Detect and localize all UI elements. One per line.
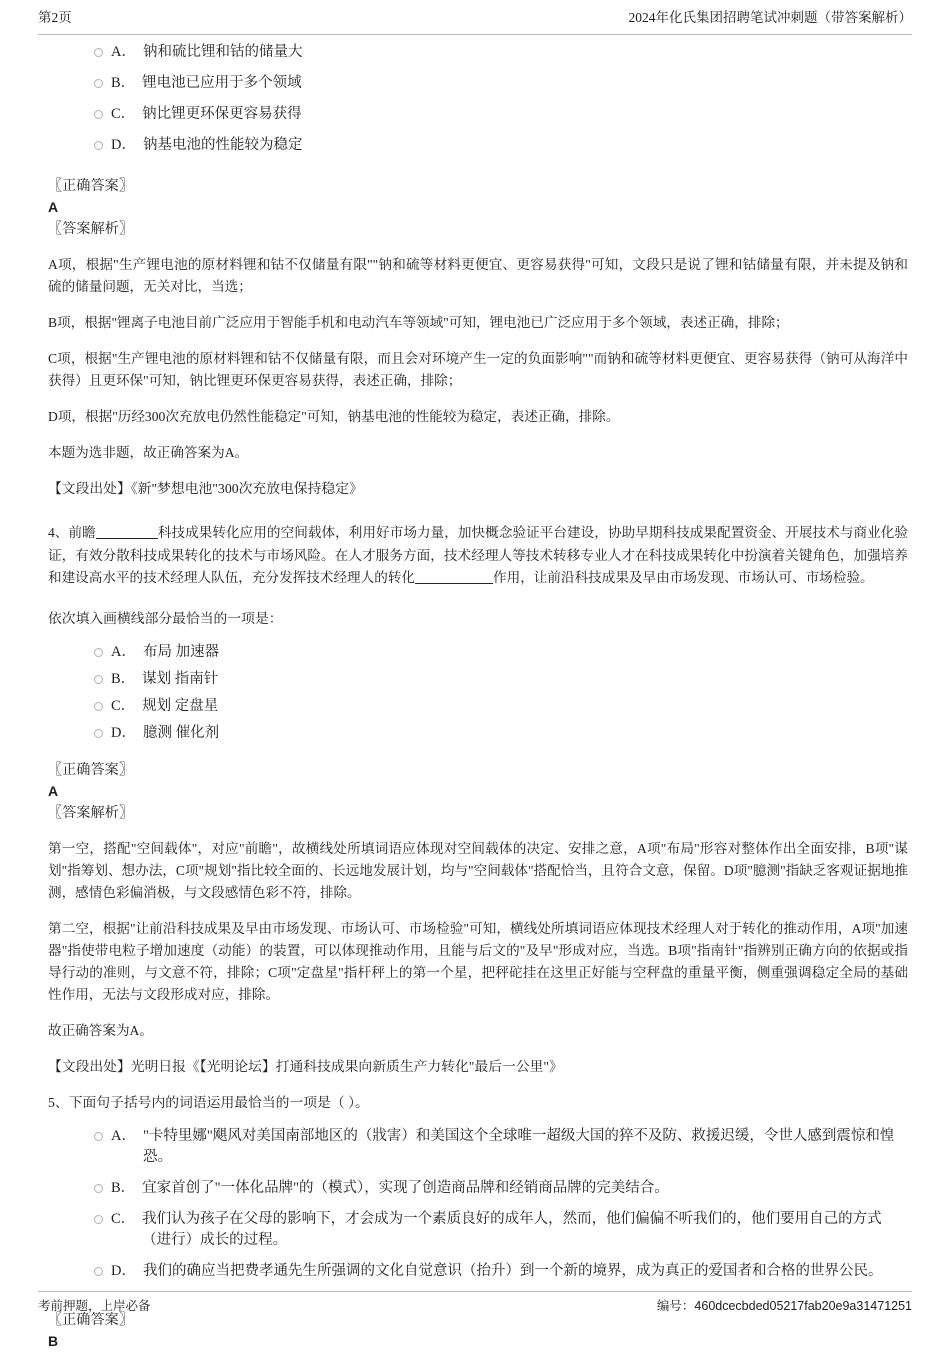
- q3-analysis-para-1: A项，根据"生产锂电池的原材料锂和钴不仅储量有限""钠和硫等材料更便宜、更容易获得"可知，文段只是说了锂和钴储量有限，并未提及钠和硫的储量问题，无关对比，当选；: [48, 257, 908, 294]
- q5-option-d[interactable]: [48, 1261, 908, 1282]
- option-text: 钠基电池的性能较为稳定: [142, 137, 303, 153]
- q3-option-a[interactable]: [48, 42, 908, 63]
- option-text: 规划 定盘星: [142, 697, 219, 714]
- q3-analysis-para-5: 本题为选非题，故正确答案为A。: [48, 445, 249, 460]
- q4-number: 4、: [48, 525, 69, 540]
- q4-stem: [48, 522, 908, 590]
- radio-icon[interactable]: [94, 648, 103, 657]
- q5-stem: 5、下面句子括号内的词语运用最恰当的一项是（ ）。: [48, 1094, 369, 1110]
- q4-source-line: [48, 1056, 908, 1078]
- option-text: 我们的确应当把费孝通先生所强调的文化自觉意识（抬升）到一个新的境界，成为真正的爱国者和合格的世界公民。: [142, 1262, 883, 1279]
- radio-icon[interactable]: [94, 1215, 103, 1224]
- footer-serial-number: [657, 1297, 912, 1316]
- option-letter: D．: [111, 1262, 136, 1279]
- radio-icon[interactable]: [94, 79, 103, 88]
- radio-icon[interactable]: [94, 1132, 103, 1141]
- source-tag: 【文段出处】: [48, 481, 131, 496]
- option-text: 我们认为孩子在父母的影响下，才会成为一个素质良好的成年人，然而，他们偏偏不听我们的，他们要用自己的方式（进行）成长的过程。: [142, 1210, 882, 1248]
- q4-option-b[interactable]: [48, 669, 908, 690]
- radio-icon[interactable]: [94, 48, 103, 57]
- q5-option-c[interactable]: [48, 1209, 908, 1251]
- option-text: 钠比锂更环保更容易获得: [142, 106, 302, 122]
- q5-option-b[interactable]: [48, 1178, 908, 1199]
- option-text: 锂电池已应用于多个领域: [142, 75, 302, 91]
- document-title: 2024年化氏集团招聘笔试冲刺题（带答案解析）: [628, 10, 912, 25]
- q3-correct-answer-label: 〖正确答案〗: [48, 179, 134, 194]
- q5-correct-answer-value: B: [48, 1332, 59, 1349]
- option-text: 宜家首创了"一体化品牌"的（模式），实现了创造商品牌和经销商品牌的完美结合。: [142, 1179, 669, 1196]
- option-letter: D．: [111, 137, 136, 153]
- source-text: 《新"梦想电池"300次充放电保持稳定》: [130, 481, 363, 496]
- q3-analysis-label: 〖答案解析〗: [48, 222, 134, 237]
- page-footer: [38, 1291, 912, 1325]
- q4-blank-2: [415, 569, 493, 584]
- page-number-label: 第2页: [38, 10, 72, 25]
- q3-option-d[interactable]: [48, 135, 908, 156]
- option-letter: B．: [111, 75, 136, 91]
- q4-option-a[interactable]: [48, 642, 908, 663]
- page-header: [38, 8, 912, 35]
- footer-slogan: 考前押题，上岸必备: [38, 1299, 151, 1313]
- option-letter: C．: [111, 1210, 136, 1227]
- option-letter: C．: [111, 697, 136, 714]
- q5-option-list: [48, 1126, 908, 1282]
- option-letter: C．: [111, 106, 136, 122]
- q4-analysis-para-2: 第二空，根据"让前沿科技成果及早由市场发现、市场认可、市场检验"可知，横线处所填词语应体现技术经理人对于转化的推动作用，A项"加速器"指使带电粒子增加速度（动能）的装置，可以体现推动作用，且能与后文的"及早"形成对应，当选。B项"指南针"指辨别正确方向的依据或指导行动的准则，与文意不符，排除；C项"定盘星"指杆秤上的第一个星，把秤砣挂在这里正好能与空秤盘的重量平衡，侧重强调稳定全局的基础性作用，无法与文段形成对应，排除。: [48, 920, 908, 1002]
- option-text: 臆测 催化剂: [142, 724, 220, 741]
- q4-option-d[interactable]: [48, 723, 908, 744]
- option-letter: D．: [111, 724, 136, 741]
- option-text: "卡特里娜"飓风对美国南部地区的（戕害）和美国这个全球唯一超级大国的猝不及防、救援迟缓，令世人感到震惊和惶恐。: [142, 1127, 895, 1165]
- q3-option-b[interactable]: [48, 73, 908, 94]
- q3-source-line: [48, 478, 908, 500]
- q4-correct-answer-label: 〖正确答案〗: [48, 762, 134, 778]
- radio-icon[interactable]: [94, 675, 103, 684]
- q3-analysis-para-3: C项，根据"生产锂电池的原材料锂和钴不仅储量有限，而且会对环境产生一定的负面影响""而钠和硫等材料更便宜、更容易获得（钠可从海洋中获得）且更环保"可知，钠比锂更环保更容易获得，表述正确，排除；: [48, 351, 908, 388]
- serial-value: 460dcecbded05217fab20e9a31471251: [694, 1299, 912, 1313]
- radio-icon[interactable]: [94, 141, 103, 150]
- q4-stem-part1: 前瞻: [68, 525, 96, 540]
- option-letter: A．: [111, 44, 136, 60]
- q4-blank-1: [96, 524, 158, 539]
- option-text: 谋划 指南针: [142, 670, 219, 687]
- document-content: [48, 42, 908, 1353]
- option-text: 布局 加速器: [142, 643, 220, 660]
- q3-option-list: [48, 42, 908, 156]
- q3-correct-answer-value: A: [48, 199, 59, 215]
- radio-icon[interactable]: [94, 1184, 103, 1193]
- source-text: 光明日报《【光明论坛】打通科技成果向新质生产力转化"最后一公里"》: [130, 1058, 563, 1074]
- q4-option-c[interactable]: [48, 696, 908, 717]
- q5-option-a[interactable]: [48, 1126, 908, 1168]
- source-tag: 【文段出处】: [48, 1058, 131, 1074]
- q3-analysis-para-4: D项，根据"历经300次充放电仍然性能稳定"可知，钠基电池的性能较为稳定，表述正确，排除。: [48, 409, 620, 424]
- option-letter: B．: [111, 670, 136, 687]
- q4-correct-answer-value: A: [48, 782, 59, 799]
- q3-analysis-para-2: B项，根据"锂离子电池目前广泛应用于智能手机和电动汽车等领域"可知，锂电池已广泛应用于多个领域，表述正确，排除；: [48, 315, 789, 330]
- option-text: 钠和硫比锂和钴的储量大: [142, 44, 303, 60]
- q4-analysis-para-1: 第一空，搭配"空间载体"，对应"前瞻"，故横线处所填词语应体现对空间载体的决定、安排之意，A项"布局"形容对整体作出全面安排，B项"谋划"指筹划、想办法，C项"规划"指比较全面的、长远地发展计划，均与"空间载体"搭配恰当，且符合文意，保留。D项"臆测"指缺乏客观证据地推测，感情色彩偏消极，与文段感情色彩不符，排除。: [48, 840, 908, 900]
- serial-label: 编号：: [656, 1299, 695, 1313]
- q4-stem-part3: 作用，让前沿科技成果及早由市场发现、市场认可、市场检验。: [493, 570, 874, 585]
- q4-option-list: [48, 642, 908, 744]
- option-letter: A．: [111, 643, 136, 660]
- option-letter: A．: [111, 1127, 136, 1144]
- radio-icon[interactable]: [94, 110, 103, 119]
- radio-icon[interactable]: [94, 1267, 103, 1276]
- option-letter: B．: [111, 1179, 136, 1196]
- q4-stem-part2: 科技成果转化应用的空间载体，利用好市场力量，加快概念验证平台建设，协助早期科技成果配置资金、开展技术与商业化验证，有效分散科技成果转化的技术与市场风险。在人才服务方面，技术经理人等技术转移专业人才在科技成果转化中扮演着关键角色，加强培养和建设高水平的技术经理人队伍，充分发挥技术经理人的转化: [48, 525, 908, 585]
- radio-icon[interactable]: [94, 702, 103, 711]
- q4-analysis-label: 〖答案解析〗: [48, 805, 134, 821]
- q4-analysis-para-3: 故正确答案为A。: [48, 1022, 153, 1038]
- q5-correct-answer-label: 〖正确答案〗: [48, 1312, 134, 1328]
- q3-option-c[interactable]: [48, 104, 908, 125]
- q4-prompt: 依次填入画横线部分最恰当的一项是：: [48, 610, 283, 626]
- radio-icon[interactable]: [94, 729, 103, 738]
